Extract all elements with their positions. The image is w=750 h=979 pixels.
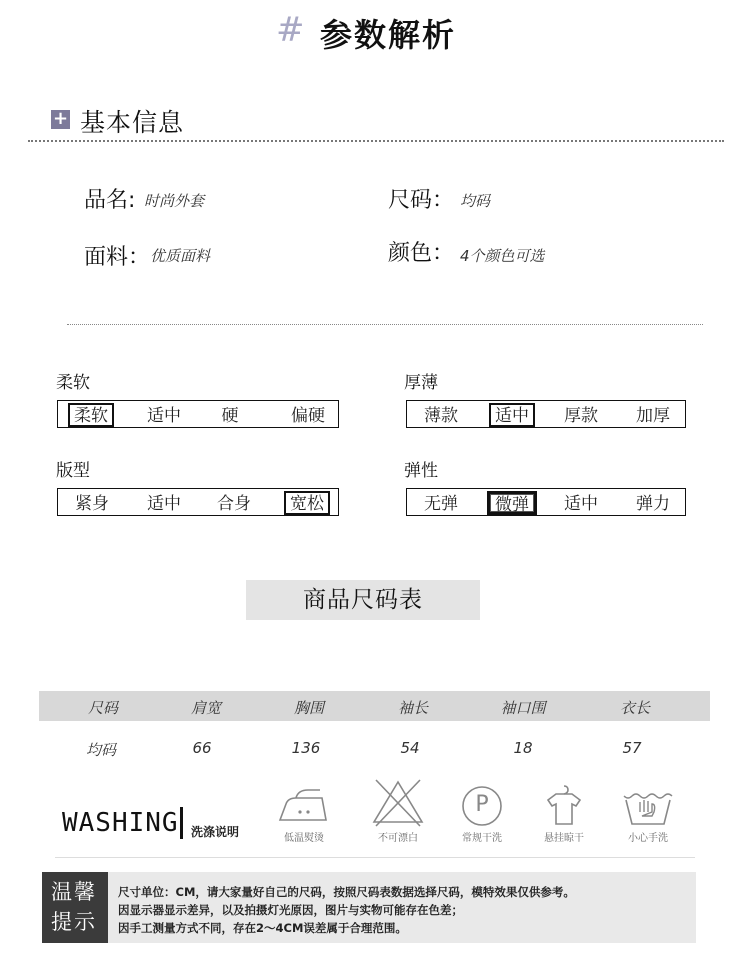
fabric-value: 优质面料 bbox=[150, 247, 211, 265]
tips-tag-line: 温馨 bbox=[51, 880, 97, 904]
table-header-cell: 袖口围 bbox=[500, 699, 546, 717]
fit-title: 版型 bbox=[56, 461, 90, 481]
color-value: 4个颜色可选 bbox=[460, 247, 545, 265]
washing-divider bbox=[180, 807, 183, 839]
softness-title: 柔软 bbox=[56, 373, 90, 393]
table-header-cell: 尺码 bbox=[87, 699, 118, 717]
tip-line: 因显示器显示差异，以及拍摄灯光原因，图片与实物可能存在色差； bbox=[118, 903, 463, 917]
dotted-divider bbox=[67, 324, 703, 325]
product-name-label: 品名: bbox=[84, 188, 136, 213]
softness-option: 硬 bbox=[221, 406, 239, 426]
table-header-cell: 衣长 bbox=[619, 699, 650, 717]
fit-option: 宽松 bbox=[284, 491, 330, 515]
low-temp-iron-icon bbox=[274, 782, 334, 828]
table-header-cell: 肩宽 bbox=[190, 699, 221, 717]
color-label: 颜色： bbox=[388, 241, 455, 266]
wash-caption: 悬挂晾干 bbox=[544, 833, 584, 844]
thickness-scale bbox=[406, 400, 686, 428]
thickness-option: 加厚 bbox=[636, 406, 670, 426]
fit-option: 紧身 bbox=[75, 494, 109, 514]
elasticity-option: 适中 bbox=[564, 494, 598, 514]
plus-icon: + bbox=[52, 108, 69, 129]
wash-caption: 小心手洗 bbox=[628, 833, 668, 844]
softness-option: 适中 bbox=[147, 406, 181, 426]
elasticity-title: 弹性 bbox=[404, 461, 438, 481]
hang-dry-icon bbox=[534, 782, 594, 828]
basic-info-heading: 基本信息 bbox=[80, 108, 185, 137]
size-label: 尺码： bbox=[388, 188, 455, 213]
washing-label: 洗涤说明 bbox=[191, 825, 240, 839]
dry-clean-glyph: P bbox=[475, 792, 489, 817]
dotted-divider bbox=[28, 140, 724, 142]
elasticity-option: 无弹 bbox=[424, 494, 458, 514]
page-title: 参数解析 bbox=[320, 16, 457, 54]
divider bbox=[55, 857, 695, 858]
title-hash-icon: # bbox=[276, 10, 305, 50]
hand-wash-icon bbox=[618, 782, 678, 828]
fit-option: 合身 bbox=[217, 494, 251, 514]
dry-clean-icon bbox=[452, 782, 512, 828]
table-cell: 54 bbox=[400, 739, 420, 757]
tip-line: 尺寸单位：CM，请大家量好自己的尺码，按照尺码表数据选择尺码，模特效果仅供参考。 bbox=[118, 885, 575, 899]
thickness-option: 厚款 bbox=[564, 406, 598, 426]
table-header-cell: 袖长 bbox=[397, 699, 428, 717]
wash-caption: 常规干洗 bbox=[462, 833, 502, 844]
thickness-title: 厚薄 bbox=[404, 373, 438, 393]
table-header-cell: 胸围 bbox=[293, 699, 324, 717]
elasticity-option: 弹力 bbox=[636, 494, 670, 514]
elasticity-option: 微弹 bbox=[487, 491, 537, 515]
size-chart-button: 商品尺码表 bbox=[246, 580, 480, 620]
wash-caption: 不可漂白 bbox=[378, 833, 418, 844]
wash-caption: 低温熨烫 bbox=[284, 833, 324, 844]
table-cell: 18 bbox=[513, 739, 533, 757]
thickness-option: 适中 bbox=[489, 403, 535, 427]
size-value: 均码 bbox=[460, 192, 491, 210]
fit-option: 适中 bbox=[147, 494, 181, 514]
tip-line: 因手工测量方式不同，存在2～4CM误差属于合理范围。 bbox=[118, 921, 407, 935]
tips-tag bbox=[42, 872, 108, 943]
product-name-value: 时尚外套 bbox=[144, 192, 205, 210]
fabric-label: 面料： bbox=[84, 245, 151, 270]
softness-option: 柔软 bbox=[68, 403, 114, 427]
table-cell: 57 bbox=[622, 739, 642, 757]
table-cell: 136 bbox=[291, 739, 321, 757]
softness-scale bbox=[57, 400, 339, 428]
fit-scale bbox=[57, 488, 339, 516]
table-cell: 均码 bbox=[85, 741, 116, 759]
no-bleach-icon bbox=[368, 778, 428, 824]
thickness-option: 薄款 bbox=[424, 406, 458, 426]
elasticity-scale bbox=[406, 488, 686, 516]
tips-tag-line: 提示 bbox=[51, 910, 97, 934]
washing-title: WASHING bbox=[62, 808, 179, 838]
table-cell: 66 bbox=[192, 739, 212, 757]
softness-option: 偏硬 bbox=[291, 406, 325, 426]
